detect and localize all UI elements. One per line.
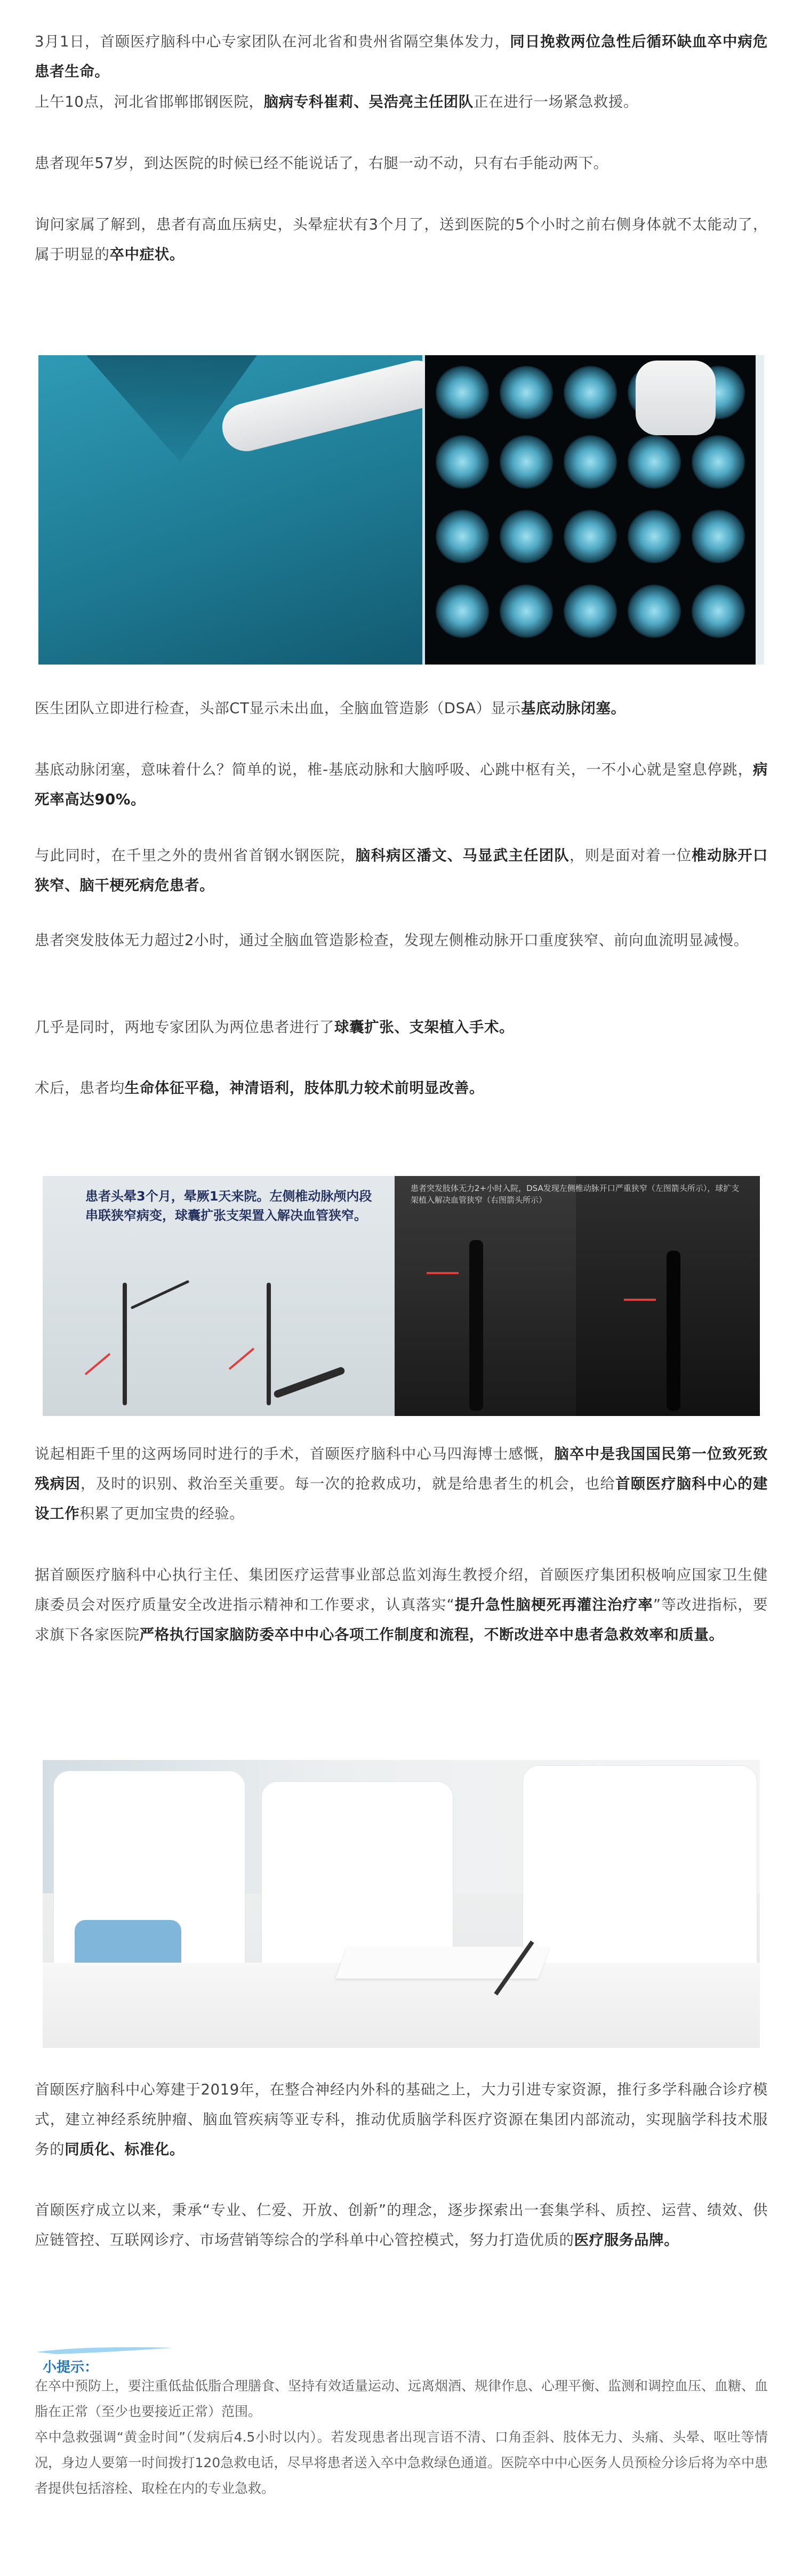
ct-slice — [500, 510, 553, 563]
vessel — [123, 1283, 127, 1405]
bold-highlight: 提升急性脑梗死再灌注治疗率 — [454, 1596, 653, 1613]
vessel — [273, 1366, 346, 1398]
ct-slice — [692, 510, 745, 563]
dsa-panel-left — [43, 1176, 395, 1416]
ct-slice — [564, 510, 617, 563]
doctor-ct-scan-photo — [38, 355, 764, 665]
gloved-hand — [636, 361, 716, 435]
bold-highlight: 病死率高达90%。 — [35, 761, 768, 808]
paragraph-center-history — [35, 2075, 768, 2164]
ct-slice — [628, 585, 681, 638]
text-segment: ”等改进指标，要求旗下各家医院 — [35, 1596, 768, 1643]
text-segment: 正在进行一场紧急救援。 — [474, 93, 639, 110]
ct-slice — [436, 510, 489, 563]
ct-slice — [692, 585, 745, 638]
paragraph-handan — [35, 87, 768, 117]
bold-highlight: 严格执行国家脑防委卒中中心各项工作制度和流程，不断改进卒中患者急救效率和质量。 — [139, 1626, 724, 1643]
ct-slice — [564, 435, 617, 489]
paragraph-guizhou — [35, 841, 768, 900]
ct-slice — [436, 435, 489, 489]
bold-highlight: 医疗服务品牌。 — [574, 2231, 679, 2249]
paragraph-group-policy — [35, 1560, 768, 1650]
bold-highlight: 脑科病区潘文、马显武主任团队 — [355, 847, 570, 864]
vessel — [267, 1283, 271, 1405]
text-segment: 术后，患者均 — [35, 1079, 125, 1097]
ct-slice — [692, 435, 745, 489]
bold-highlight: 脑病专科崔莉、吴浩亮主任团队 — [263, 93, 474, 110]
ct-slice — [500, 585, 553, 638]
red-arrow — [624, 1299, 656, 1301]
text-segment: 3月1日，首颐医疗脑科中心专家团队在河北省和贵州省隔空集体发力， — [35, 33, 510, 50]
dsa-panel-right — [576, 1176, 760, 1416]
text-segment: 首颐医疗脑科中心筹建于2019年，在整合神经内外科的基础之上，大力引进专家资源，推行多学科融合诊疗模式，建立神经系统肿瘤、脑血管疾病等亚专科，推动优质脑学科医疗资源在集团内部流动，实现脑学科技术服务的 — [35, 2081, 768, 2158]
tips-title: 小提示： — [43, 2359, 99, 2375]
red-arrow — [229, 1348, 255, 1370]
text-segment: 与此同时，在千里之外的贵州省首钢水钢医院， — [35, 847, 356, 864]
bold-highlight: 脑卒中是我国国民第一位致死致残病因 — [35, 1445, 768, 1492]
bold-highlight: 卒中症状。 — [109, 246, 185, 263]
text-segment: 说起相距千里的这两场同时进行的手术，首颐医疗脑科中心马四海博士感慨， — [35, 1445, 555, 1462]
paragraph-patient-1: 患者现年57岁，到达医院的时候已经不能说话了，右腿一动不动，只有右手能动两下。 — [35, 155, 608, 172]
ct-slice — [628, 435, 681, 489]
text-segment: ，则是面对着一位 — [570, 847, 692, 864]
dsa-angiography-image — [43, 1176, 760, 1416]
bold-highlight: 首颐医疗脑科中心的建设工作 — [35, 1475, 768, 1522]
paragraph-postop — [35, 1073, 768, 1103]
paragraph-intro — [35, 27, 768, 86]
red-arrow — [427, 1272, 459, 1274]
text-segment: 上午10点，河北省邯郸邯钢医院， — [35, 93, 264, 110]
tips-line: 在卒中预防上，要注重低盐低脂合理膳食、坚持有效适量运动、远离烟酒、规律作息、心理平衡、监测和调控血压、血糖、血脂在正常（至少也要接近正常）范围。 — [35, 2378, 768, 2419]
vessel — [667, 1251, 680, 1411]
paragraph-basilar — [35, 755, 768, 814]
dsa-panel-middle — [395, 1176, 576, 1416]
text-segment: 询问家属了解到，患者有高血压病史，头晕症状有3个月了，送到医院的5个小时之前右侧身体就不太能动了，属于明显的 — [35, 216, 768, 263]
ct-slice — [628, 510, 681, 563]
text-segment: 据首颐医疗脑科中心执行主任、集团医疗运营事业部总监刘海生教授介绍，首颐医疗集团积极响应国家卫生健康委员会对医疗质量安全改进指示精神和工作要求，认真落实“ — [35, 1566, 768, 1613]
bold-highlight: 椎动脉开口狭窄、脑干梗死病危患者。 — [35, 847, 768, 894]
tips-body — [35, 2373, 768, 2501]
paragraph-brand — [35, 2195, 768, 2255]
ct-slice — [564, 366, 617, 419]
ct-slice — [436, 366, 489, 419]
paragraph-symptoms — [35, 210, 768, 269]
text-segment: 首颐医疗成立以来，秉承“专业、仁爱、开放、创新”的理念，逐步探索出一套集学科、质控、运营、绩效、供应链管控、互联网诊疗、市场营销等综合的学科单中心管控模式，努力打造优质的 — [35, 2202, 768, 2249]
ct-slice — [500, 366, 553, 419]
bold-highlight: 同日挽救两位急性后循环缺血卒中病危患者生命。 — [35, 33, 768, 80]
text-segment: ，及时的识别、救治至关重要。每一次的抢救成功，就是给患者生的机会，也给 — [80, 1475, 615, 1492]
bold-highlight: 球囊扩张、支架植入手术。 — [334, 1019, 515, 1036]
paragraph-exam — [35, 693, 768, 723]
bold-highlight: 同质化、标准化。 — [65, 2141, 185, 2158]
bold-highlight: 生命体征平稳，神清语利，肢体肌力较术前明显改善。 — [124, 1079, 485, 1097]
ct-slice — [436, 585, 489, 638]
paragraph-patient-2: 患者突发肢体无力超过2小时，通过全脑血管造影检查，发现左侧椎动脉开口重度狭窄、前向血流明显减慢。 — [35, 932, 749, 949]
dsa-note: 患者突发肢体无力2+小时入院，DSA发现左侧椎动脉开口严重狭窄（左图箭头所示），球扩支架植入解决血管狭窄（右图箭头所示） — [411, 1183, 740, 1205]
paragraph-doctor-quote — [35, 1439, 768, 1529]
ct-slice — [564, 585, 617, 638]
vessel — [131, 1280, 190, 1309]
paragraph-surgery — [35, 1012, 768, 1042]
dsa-caption: 患者头晕3个月，晕厥1天来院。左侧椎动脉颅内段串联狭窄病变，球囊扩张支架置入解决血管狭窄。 — [85, 1189, 372, 1223]
team-meeting-photo — [43, 1760, 760, 2048]
red-arrow — [85, 1353, 111, 1375]
text-segment: 几乎是同时，两地专家团队为两位患者进行了 — [35, 1019, 334, 1036]
decorative-brush-stroke — [35, 2342, 174, 2356]
vessel — [469, 1240, 483, 1411]
text-segment: 医生团队立即进行检查，头部CT显示未出血，全脑血管造影（DSA）显示 — [35, 700, 521, 717]
text-segment: 积累了更加宝贵的经验。 — [79, 1505, 245, 1522]
ct-slice — [500, 435, 553, 489]
tips-line: 卒中急救强调“黄金时间”（发病后4.5小时以内）。若发现患者出现言语不清、口角歪斜、肢体无力、头痛、头晕、呕吐等情况，身边人要第一时间拨打120急救电话，尽早将患者送入卒中急救绿色通道。医院卒中中心医务人员预检分诊后将为卒中患者提供包括溶栓、取栓在内的专业急救。 — [35, 2429, 768, 2496]
bold-highlight: 基底动脉闭塞。 — [520, 700, 626, 717]
text-segment: 基底动脉闭塞，意味着什么？简单的说，椎-基底动脉和大脑呼吸、心跳中枢有关，一不小心就是窒息停跳， — [35, 761, 753, 778]
